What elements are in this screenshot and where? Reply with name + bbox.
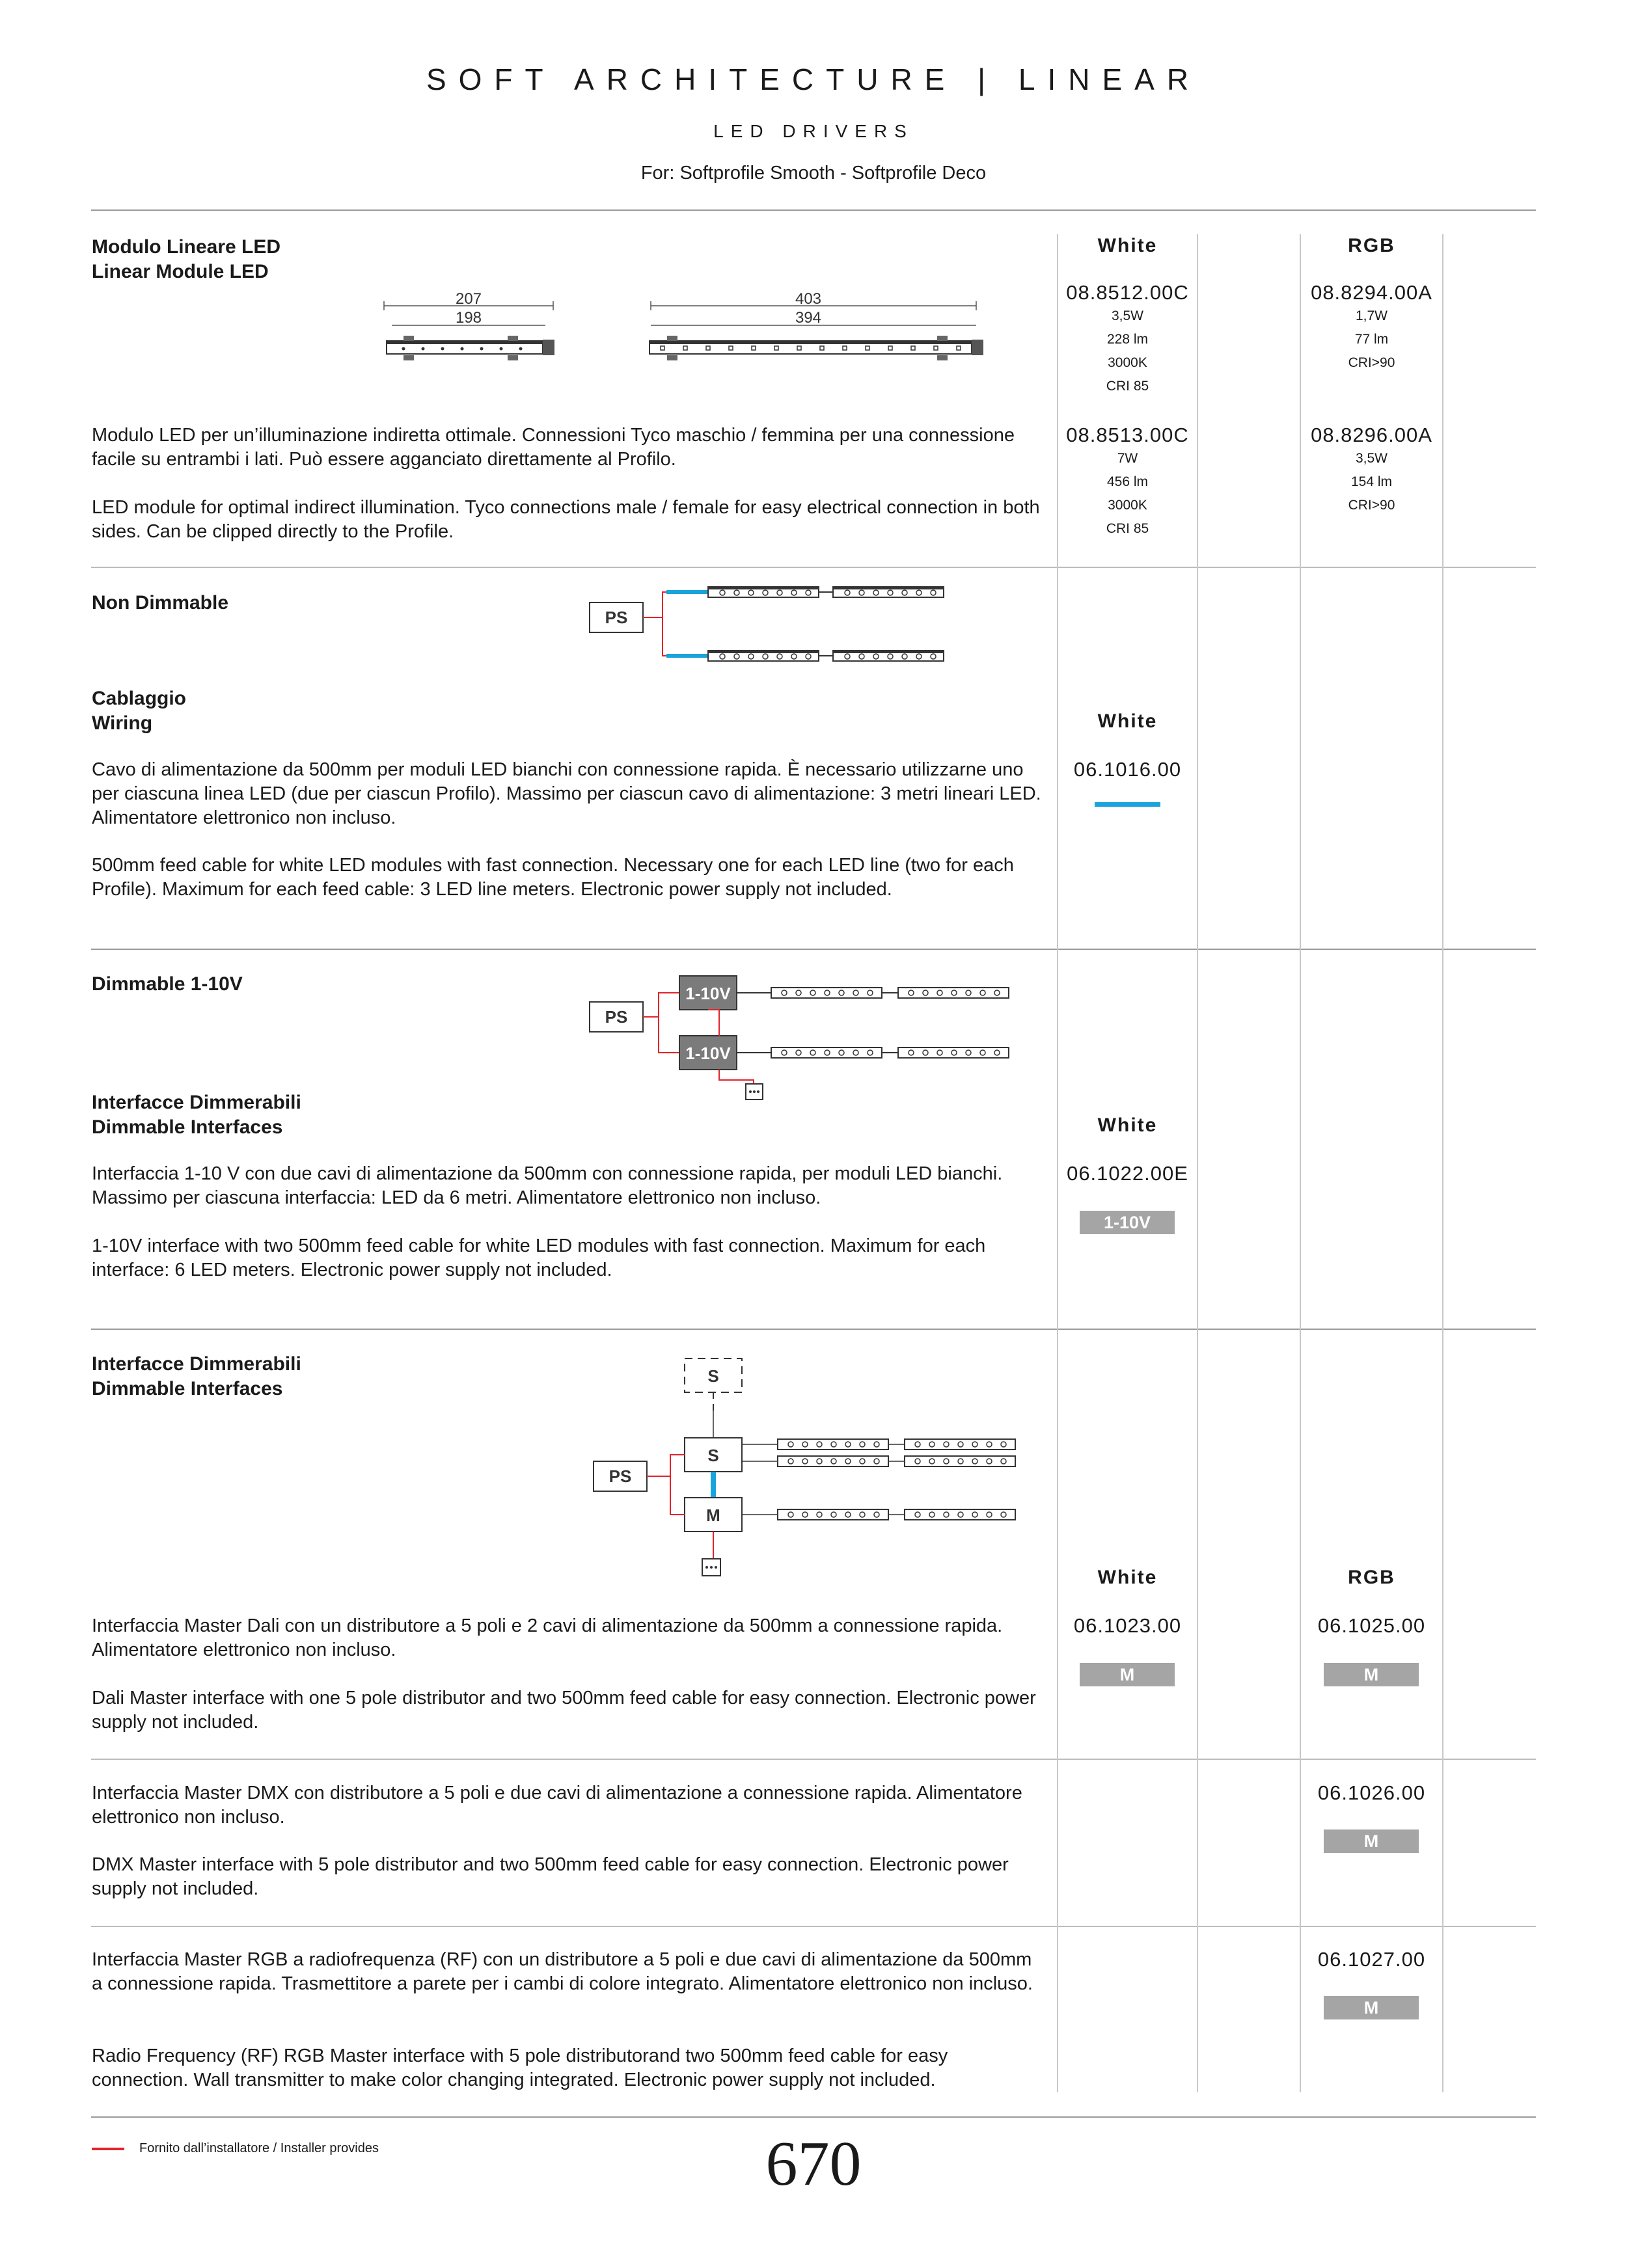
section-title-en: Linear Module LED [92,261,269,282]
product-code-wiring: 06.1016.00 [1073,758,1182,781]
product-code: 08.8294.00A [1311,281,1432,304]
product-lumen: 77 lm [1354,332,1389,347]
page-subtitle: LED DRIVERS [713,121,914,141]
dim-label: 1-10V [685,1044,731,1063]
badge-master: M [1324,1996,1419,2019]
dali-master-desc-en: Dali Master interface with one 5 pole distributor and two 500mm feed cable for easy connection. Electronic power supply not included. [92,1688,1036,1733]
section-title-it: Modulo Lineare LED [92,236,281,258]
led-module-drawing [377,286,1028,377]
product-cri: CRI 85 [1106,379,1149,394]
product-code-dmx-rgb: 06.1026.00 [1317,1781,1426,1804]
product-code: 08.8513.00C [1066,424,1189,446]
product-code-dali-rgb: 06.1025.00 [1317,1614,1426,1637]
subtitle-en: Dimmable Interfaces [92,1116,283,1138]
badge-master: M [1324,1829,1419,1853]
rf-master-desc-it: Interfaccia Master RGB a radiofrequenza (RF) con un distributore a 5 poli e due cavi di alimentazione da 500mm a connessione rapida. Trasmettitore a parete per i cambi di colore integrato. Alimentatore elettronico non incluso. [92,1949,1033,1994]
page-title: SOFT ARCHITECTURE | LINEAR [426,62,1201,96]
product-cri: CRI>90 [1348,498,1395,513]
section-dimmable-1-10v-title: Dimmable 1-10V [92,973,243,995]
product-code: 08.8296.00A [1311,424,1432,446]
ps-label: PS [605,608,628,627]
product-lumen: 456 lm [1106,474,1149,489]
col-head-rgb: RGB [1348,1567,1395,1588]
subtitle-en: Wiring [92,712,153,734]
col-head-white: White [1097,710,1158,732]
dim-small-outer: 207 [455,290,482,308]
product-power: 1,7W [1355,308,1388,323]
linear-module-desc-en: LED module for optimal indirect illumination. Tyco connections male / female for easy electrical connection in both sides. Can be clipped directly to the Profile. [92,497,1040,542]
dim-label: 1-10V [685,984,731,1003]
divider [91,209,1536,211]
divider [91,949,1536,950]
divider [91,1329,1536,1330]
section-non-dimmable-title: Non Dimmable [92,592,229,614]
product-power: 3,5W [1111,308,1143,323]
dimmable-1-10v-desc-it: Interfaccia 1-10 V con due cavi di alimentazione da 500mm con connessione rapida, per moduli LED bianchi. Massimo per ciascuna interfaccia: LED da 6 metri. Alimentatore elettronico non incluso. [92,1163,1003,1208]
compatibility-line: For: Softprofile Smooth - Softprofile Deco [640,163,987,183]
divider [91,567,1536,568]
divider [91,1759,1536,1760]
product-power: 7W [1117,451,1138,466]
dimmable-1-10v-diagram [586,969,1028,1113]
product-rgb-2 [1301,424,1442,517]
dim-large-inner: 394 [795,309,822,327]
dmx-master-desc-it: Interfaccia Master DMX con distributore a 5 poli e due cavi di alimentazione a connessione rapida. Alimentatore elettronico non incluso. [92,1783,1022,1828]
product-cri: CRI 85 [1106,521,1149,536]
title-en: Dimmable Interfaces [92,1378,283,1399]
product-temp: 3000K [1108,355,1147,370]
dim-large-outer: 403 [795,290,822,308]
product-cri: CRI>90 [1348,355,1395,370]
s-label: S [707,1446,719,1465]
product-code-rf-rgb: 06.1027.00 [1317,1948,1426,1971]
product-lumen: 228 lm [1106,332,1149,347]
product-code-dali-white: 06.1023.00 [1073,1614,1182,1637]
dali-master-desc-it: Interfaccia Master Dali con un distributore a 5 poli e 2 cavi di alimentazione da 500mm a connessione rapida. Alimentatore elettronico non incluso. [92,1615,1003,1660]
section-dimmable-interfaces-title [92,1352,301,1401]
section-linear-module [92,235,280,284]
badge-master: M [1324,1663,1419,1686]
col-head-rgb: RGB [1348,235,1395,256]
subtitle-it: Interfacce Dimmerabili [92,1092,301,1113]
rf-master-desc-en: Radio Frequency (RF) RGB Master interface with 5 pole distributorand two 500mm feed cable for easy connection. Wall transmitter to make color changing integrated. Electronic power supply not included. [92,2045,948,2090]
dali-master-diagram [586,1353,1028,1581]
product-code-1-10v: 06.1022.00E [1067,1162,1188,1185]
column-divider [1442,234,1443,2092]
divider [91,1926,1536,1927]
section-wiring-subtitle [92,686,186,736]
legend-text: Fornito dall’installatore / Installer provides [139,2141,379,2155]
product-lumen: 154 lm [1350,474,1393,489]
non-dimmable-wiring-diagram [586,579,963,670]
page-number: 670 [765,2129,862,2199]
dimmable-1-10v-desc-en: 1-10V interface with two 500mm feed cable for white LED modules with fast connection. Maximum for each interface: 6 LED meters. Electronic power supply not included. [92,1235,986,1280]
wiring-desc-en: 500mm feed cable for white LED modules with fast connection. Necessary one for each LED line (two for each Profile). Maximum for each feed cable: 3 LED line meters. Electronic power supply not included. [92,855,1014,900]
product-rgb-1 [1301,281,1442,375]
wiring-desc-it: Cavo di alimentazione da 500mm per moduli LED bianchi con connessione rapida. È necessario utilizzarne uno per ciascuna linea LED (due per ciascun Profilo). Massimo per ciascun cavo di alimentazione: 3 metri lineari LED. Alimentatore elettronico non incluso. [92,759,1041,828]
badge-master: M [1080,1663,1175,1686]
subtitle-it: Cablaggio [92,688,187,709]
col-head-white: White [1097,1567,1158,1588]
product-code: 08.8512.00C [1066,281,1189,304]
dmx-master-desc-en: DMX Master interface with 5 pole distributor and two 500mm feed cable for easy connection. Electronic power supply not included. [92,1854,1009,1899]
title-it: Interfacce Dimmerabili [92,1353,301,1375]
product-temp: 3000K [1108,498,1147,513]
dim-small-inner: 198 [455,309,482,327]
section-dimmable-interfaces-subtitle [92,1090,301,1140]
column-divider [1197,234,1198,2092]
divider [91,2116,1536,2118]
col-head-white: White [1097,235,1158,256]
badge-1-10v: 1-10V [1080,1211,1175,1234]
ps-label: PS [608,1466,632,1486]
product-white-2 [1058,424,1197,541]
m-label: M [706,1505,720,1525]
s-label: S [707,1366,719,1386]
blue-cable-swatch [1095,802,1160,807]
product-white-1 [1058,281,1197,398]
col-head-white: White [1097,1114,1158,1136]
linear-module-desc-it: Modulo LED per un’illuminazione indiretta ottimale. Connessioni Tyco maschio / femmina per una connessione facile su entrambi i lati. Può essere agganciato direttamente al Profilo. [92,425,1015,470]
ps-label: PS [605,1007,628,1027]
product-power: 3,5W [1355,451,1388,466]
